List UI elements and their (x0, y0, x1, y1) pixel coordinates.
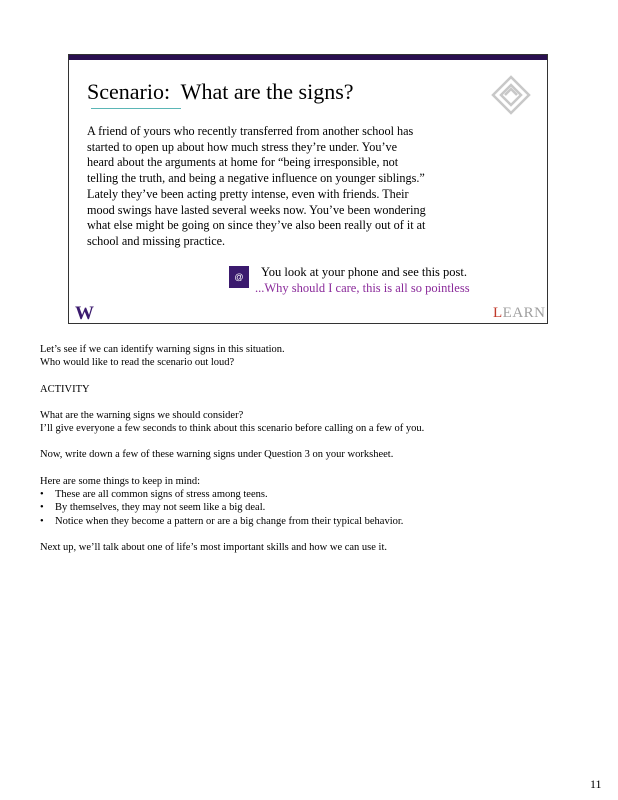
scenario-text (87, 124, 467, 250)
slide-thumbnail (68, 54, 548, 324)
notes-worksheet: Now, write down a few of these warning signs under Question 3 on your worksheet. (40, 449, 394, 461)
diamond-logo-icon (491, 75, 531, 115)
learn-logo-rest: EARN (502, 305, 546, 321)
notes-intro-1: Let’s see if we can identify warning signs in this situation. (40, 344, 285, 355)
notes-question-1: What are the warning signs we should consider? (40, 409, 244, 421)
title-underline (91, 108, 181, 109)
bullet-text: These are all common signs of stress among teens. (55, 489, 268, 501)
scenario-line: heard about the arguments at home for “being irresponsible, not (87, 155, 399, 170)
slide-title: Scenario: What are the signs? (87, 79, 354, 104)
speaker-notes (40, 343, 580, 554)
bullet-icon: • (40, 515, 44, 527)
scenario-line: telling the truth, and being a negative influence on younger siblings.” (87, 171, 425, 186)
list-item (40, 488, 580, 501)
bullet-text: By themselves, they may not seem like a big deal. (55, 502, 266, 514)
bullet-icon: • (40, 502, 44, 514)
scenario-line: mood swings have lasted several weeks now. You’ve been wondering (87, 202, 426, 217)
scenario-line: school and missing practice. (87, 233, 226, 248)
bullet-icon: • (40, 489, 44, 501)
notes-keep-in-mind: Here are some things to keep in mind: (40, 475, 201, 487)
scenario-line: started to open up about how much stress they’re under. You’ve (87, 139, 398, 154)
post-caption: You look at your phone and see this post. (261, 265, 468, 279)
slide-top-bar (69, 55, 547, 60)
notes-intro-2: Who would like to read the scenario out loud? (40, 357, 235, 369)
social-post-icon: @ (229, 266, 249, 288)
notes-question-2: I’ll give everyone a few seconds to think about this scenario before calling on a few of you. (40, 423, 425, 435)
page-number: 11 (590, 777, 602, 791)
list-item (40, 515, 580, 528)
scenario-line: A friend of yours who recently transferred from another school has (87, 124, 414, 138)
w-logo: W (75, 303, 93, 324)
bullet-text: Notice when they become a pattern or are a big change from their typical behavior. (55, 515, 404, 527)
scenario-line: Lately they’ve been acting pretty intense, even with friends. Their (87, 186, 409, 201)
learn-logo (493, 305, 546, 322)
list-item (40, 501, 580, 514)
notes-next-up: Next up, we’ll talk about one of life’s most important skills and how we can use it. (40, 541, 388, 553)
activity-heading: ACTIVITY (40, 383, 90, 395)
post-quote: ...Why should I care, this is all so pointless (255, 281, 470, 295)
scenario-line: what else might be going on since they’ve also been really out of it at (87, 218, 426, 233)
learn-logo-initial: L (493, 305, 503, 321)
